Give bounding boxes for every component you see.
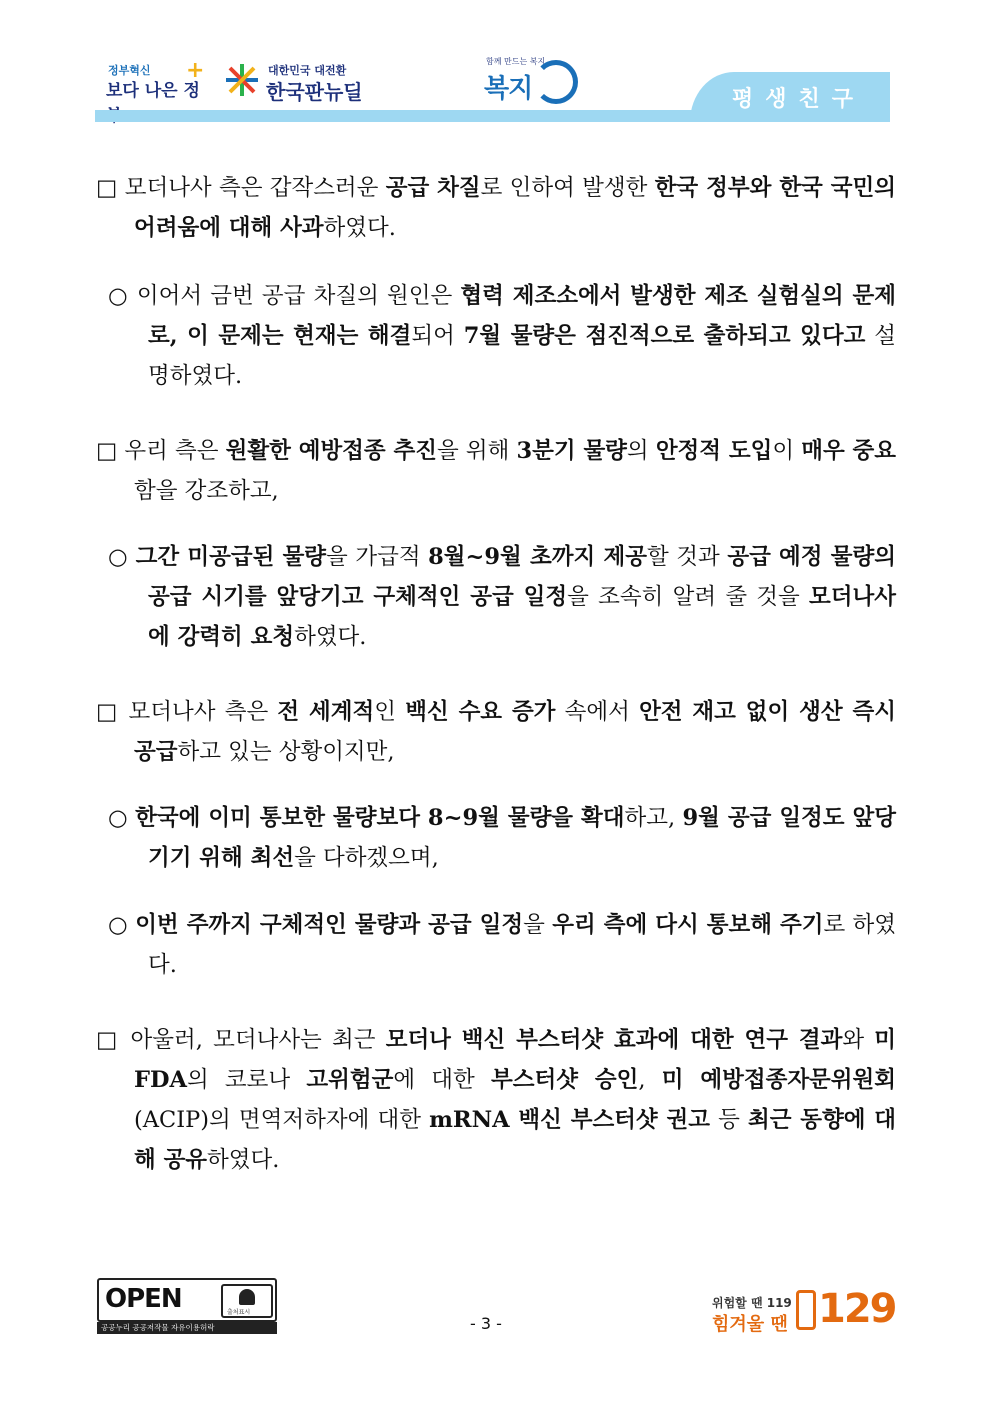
paragraph <box>96 692 896 772</box>
page-number: - 3 - <box>470 1314 502 1333</box>
open-badge-text: OPEN <box>105 1284 182 1314</box>
paragraph <box>96 431 896 511</box>
bold-text: 3분기 물량 <box>516 438 627 464</box>
bold-text: 모더나사에 강력히 요청 <box>148 584 896 650</box>
page-header <box>0 0 992 130</box>
welfare-logo-small-text: 함께 만드는 복지 <box>486 57 546 66</box>
hotline-line1: 위험할 땐 119 <box>712 1296 792 1310</box>
bold-text: 8월~9월 초까지 제공 <box>428 544 647 570</box>
bold-text: 백신 수요 증가 <box>405 699 556 725</box>
phone-icon <box>796 1290 816 1330</box>
body-text: 이 <box>772 438 802 464</box>
bold-text: 미 예방접종자문위원회 <box>661 1067 897 1093</box>
open-license-subtext: 공공누리 공공저작물 자유이용허락 <box>97 1322 277 1334</box>
body-text: 의 <box>626 438 656 464</box>
welfare-logo-big-text: 복지 <box>484 74 533 104</box>
new-deal-small-text: 대한민국 대전환 <box>268 64 347 77</box>
bold-text: 고위험군 <box>306 1067 394 1093</box>
government-innovation-logo <box>104 58 204 108</box>
circle-bullet-icon: ○ <box>108 805 136 831</box>
body-text: 을 가급적 <box>326 544 429 570</box>
body-text: 을 <box>523 912 553 938</box>
body-text: 모더나사 측은 <box>128 699 278 725</box>
gov-logo-big-text: 보다 나은 정 <box>106 81 200 101</box>
paragraph <box>96 168 896 248</box>
body-text: 하였다. <box>207 1147 280 1173</box>
paragraph <box>108 537 896 657</box>
open-badge-box <box>97 1278 277 1322</box>
bold-text: 우리 측에 다시 통보해 주기 <box>552 912 824 938</box>
hotline-number: 129 <box>818 1286 896 1332</box>
header-tab-label: 평생친구 <box>732 87 866 112</box>
body-text: 인 <box>374 699 406 725</box>
body-text: 설명하였다. <box>148 323 896 389</box>
attribution-label: 출처표시 <box>227 1309 251 1316</box>
attribution-icon <box>221 1284 273 1318</box>
circle-bullet-icon: ○ <box>108 283 137 309</box>
person-icon <box>239 1289 255 1305</box>
body-text: 속에서 <box>555 699 640 725</box>
plus-icon: + <box>186 58 205 83</box>
paragraph <box>108 905 896 985</box>
bold-text: 그간 미공급된 물량 <box>135 544 327 570</box>
body-text: 모더나사 측은 갑작스러운 <box>124 175 386 201</box>
bold-text: 부스터샷 승인 <box>491 1067 639 1093</box>
body-text: 을 위해 <box>436 438 517 464</box>
body-text: (ACIP)의 면역저하자에 대한 <box>134 1107 430 1133</box>
welfare-ministry-logo <box>484 52 584 112</box>
new-deal-star-icon <box>222 60 262 100</box>
bold-text: 이번 주까지 구체적인 물량과 공급 일정 <box>135 912 524 938</box>
bold-text: 9월 공급 일정도 앞당기기 위해 최선 <box>148 805 896 871</box>
bold-text: 미 FDA <box>134 1027 897 1093</box>
bold-text: 모더나 백신 부스터샷 효과에 대한 연구 결과 <box>385 1027 843 1053</box>
header-tab <box>690 72 890 122</box>
body-text: 하고 있는 상황이지만, <box>177 739 395 765</box>
square-bullet-icon: □ <box>96 1027 131 1053</box>
body-text: 로 인하여 발생한 <box>480 175 655 201</box>
bold-text: 안정적 도입 <box>655 438 773 464</box>
bold-text: mRNA 백신 부스터샷 권고 <box>429 1107 710 1133</box>
welfare-arc-icon <box>534 60 578 104</box>
bold-text: 한국에 이미 통보한 물량보다 8~9월 물량을 확대 <box>135 805 625 831</box>
korean-new-deal-logo <box>222 58 372 108</box>
bold-text: 7월 물량은 점진적으로 출하되고 있다고 <box>463 323 866 349</box>
body-text: 등 <box>709 1107 748 1133</box>
bold-text: 안전 재고 없이 생산 즉시 공급 <box>134 699 897 765</box>
bold-text: 공급 예정 물량의 공급 시기를 앞당기고 구체적인 공급 일정 <box>148 544 896 610</box>
bold-text: 공급 차질 <box>385 175 481 201</box>
body-text: 을 조속히 알려 줄 것을 <box>567 584 810 610</box>
circle-bullet-icon: ○ <box>108 912 136 938</box>
bold-text: 협력 제조소에서 발생한 제조 실험실의 문제로, 이 문제는 현재는 해결 <box>148 283 896 349</box>
body-text: 에 대한 <box>393 1067 492 1093</box>
open-license-badge <box>97 1278 277 1332</box>
square-bullet-icon: □ <box>96 699 129 725</box>
body-text: 로 하였다. <box>148 912 896 978</box>
circle-bullet-icon: ○ <box>108 544 136 570</box>
body-text: 와 <box>842 1027 875 1053</box>
bold-text: 매우 중요 <box>801 438 896 464</box>
body-text: 되어 <box>411 323 464 349</box>
paragraph <box>96 1020 896 1180</box>
body-text: 우리 측은 <box>124 438 226 464</box>
new-deal-big-text: 한국판뉴딜 <box>266 80 363 104</box>
body-text: 함을 강조하고, <box>134 478 279 504</box>
bold-text: 한국 정부와 한국 국민의 어려움에 대해 사과 <box>134 175 896 241</box>
square-bullet-icon: □ <box>96 438 125 464</box>
body-text: 이어서 금번 공급 차질의 원인은 <box>136 283 461 309</box>
bold-text: 전 세계적 <box>277 699 375 725</box>
body-text: 할 것과 <box>646 544 728 570</box>
body-text: 하였다. <box>294 624 367 650</box>
square-bullet-icon: □ <box>96 175 125 201</box>
body-text: , <box>638 1067 662 1093</box>
bold-text: 최근 동향에 대해 공유 <box>134 1107 896 1173</box>
body-text: 의 코로나 <box>186 1067 307 1093</box>
body-text: 하였다. <box>323 215 396 241</box>
body-text: 을 다하겠으며, <box>294 845 439 871</box>
hotline-129-logo <box>712 1276 902 1336</box>
hotline-line2: 힘겨울 땐 <box>712 1314 788 1335</box>
paragraph <box>108 798 896 878</box>
body-text: 하고, <box>624 805 683 831</box>
body-text: 아울러, 모더나사는 최근 <box>130 1027 386 1053</box>
paragraph <box>108 276 896 396</box>
bold-text: 원활한 예방접종 추진 <box>225 438 437 464</box>
gov-logo-small-text: 정부혁신 <box>108 64 151 77</box>
